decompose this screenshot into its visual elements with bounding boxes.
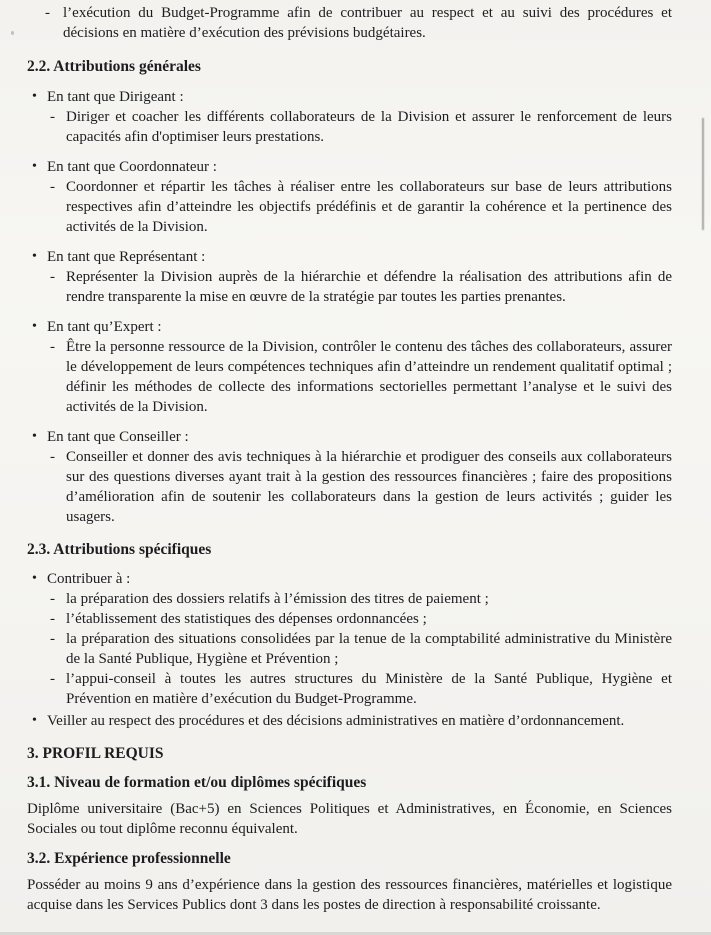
role-expert <box>27 317 672 417</box>
bullet-item <box>32 427 672 447</box>
dash-marker: - <box>50 631 55 647</box>
sub-item <box>50 337 672 417</box>
role-label: En tant que Conseiller : <box>47 429 189 445</box>
bullet-marker: • <box>32 319 37 334</box>
bullet-marker: • <box>32 159 37 174</box>
role-detail: Être la personne ressource de la Division, contrôler le contenu des tâches des collaborateurs, assurer le développement de leurs compétences techniques afin d’atteindre un rendement qualitatif optimal ; définir les méthodes de collecte des informations sectorielles permettant l’analyse et le suivi des activités de la Division. <box>66 339 672 415</box>
role-dirigeant <box>27 87 672 147</box>
bullet-marker: • <box>32 571 37 586</box>
section-3-1-heading: 3.1. Niveau de formation et/ou diplômes spécifiques <box>27 774 367 791</box>
section-3-2-heading: 3.2. Expérience professionnelle <box>27 850 231 867</box>
sub-item <box>50 589 672 609</box>
sub-item <box>50 267 672 307</box>
sub-item <box>50 669 672 709</box>
sub-item <box>50 447 672 527</box>
contribute-item: l’appui-conseil à toutes les autres structures du Ministère de la Santé Publique, Hygiène et Prévention en matière d’exécution du Budget-Programme. <box>66 671 672 707</box>
role-label: En tant que Dirigeant : <box>47 89 184 105</box>
role-label: En tant que Représentant : <box>47 249 206 265</box>
sub-item <box>50 177 672 237</box>
dash-marker: - <box>50 109 55 125</box>
bullet-item <box>32 157 672 177</box>
section-3-1-paragraph: Diplôme universitaire (Bac+5) en Sciences Politiques et Administratives, en Économie, en Sciences Sociales ou tout diplôme reconnu équivalent. <box>27 801 672 837</box>
contribute-item: la préparation des dossiers relatifs à l’émission des titres de paiement ; <box>66 591 489 607</box>
role-coordonnateur <box>27 157 672 237</box>
bullet-marker: • <box>32 249 37 264</box>
bullet-item <box>32 87 672 107</box>
scan-artifact-streak <box>702 118 704 230</box>
bullet-item <box>32 569 672 589</box>
bullet-marker: • <box>32 713 37 728</box>
role-detail: Représenter la Division auprès de la hiérarchie et défendre la réalisation des attributions afin de rendre transparente la mise en œuvre de la stratégie par toutes les parties prenantes. <box>66 269 672 305</box>
section-2-3-heading: 2.3. Attributions spécifiques <box>27 541 212 558</box>
dash-marker: - <box>50 339 55 355</box>
continuation-text: l’exécution du Budget-Programme afin de contribuer au respect et au suivi des procédures et décisions en matière d’exécution des prévisions budgétaires. <box>63 5 672 41</box>
dash-marker: - <box>50 269 55 285</box>
bullet-marker: • <box>32 429 37 444</box>
contribute-group <box>27 569 672 709</box>
contribute-item: l’établissement des statistiques des dépenses ordonnancées ; <box>66 611 427 627</box>
bullet-marker: • <box>32 89 37 104</box>
sub-item <box>50 107 672 147</box>
section-2-2-heading: 2.2. Attributions générales <box>27 58 201 75</box>
role-detail: Coordonner et répartir les tâches à réaliser entre les collaborateurs sur base de leurs attributions respectives afin d’atteindre les objectifs prédéfinis et de garantir la cohérence et la pertinence des activités de la Division. <box>66 179 672 235</box>
role-label: En tant qu’Expert : <box>47 319 162 335</box>
dash-marker: - <box>50 449 55 465</box>
scan-artifact-speck <box>11 31 14 35</box>
list-item-continuation <box>45 3 672 43</box>
role-detail: Conseiller et donner des avis techniques à la hiérarchie et prodiguer des conseils aux collaborateurs sur des questions diverses ayant trait à la gestion des ressources financières ; faire des propositions d’amélioration afin de soutenir les collaborateurs dans la gestion de leurs activités ; guider les usagers. <box>66 449 672 525</box>
dash-marker: - <box>50 179 55 195</box>
section-3-heading: 3. PROFIL REQUIS <box>27 745 164 762</box>
role-representant <box>27 247 672 307</box>
bullet-item-veiller <box>32 711 672 731</box>
role-detail: Diriger et coacher les différents collaborateurs de la Division et assurer le renforcement de leurs capacités afin d'optimiser leurs prestations. <box>66 109 672 145</box>
role-label: En tant que Coordonnateur : <box>47 159 217 175</box>
contribute-label: Contribuer à : <box>47 571 131 587</box>
dash-marker: - <box>45 5 50 21</box>
sub-item <box>50 629 672 669</box>
veiller-text: Veiller au respect des procédures et des décisions administratives en matière d’ordonnancement. <box>47 713 625 729</box>
bullet-item <box>32 317 672 337</box>
bullet-item <box>32 247 672 267</box>
dash-marker: - <box>50 671 55 687</box>
dash-marker: - <box>50 591 55 607</box>
section-3-2-paragraph: Posséder au moins 9 ans d’expérience dans la gestion des ressources financières, matérielles et logistique acquise dans les Services Publics dont 3 dans les postes de direction à responsabilité croissante. <box>27 877 672 913</box>
dash-marker: - <box>50 611 55 627</box>
role-conseiller <box>27 427 672 527</box>
contribute-item: la préparation des situations consolidées par la tenue de la comptabilité administrative du Ministère de la Santé Publique, Hygiène et Prévention ; <box>66 631 672 667</box>
sub-item <box>50 609 672 629</box>
